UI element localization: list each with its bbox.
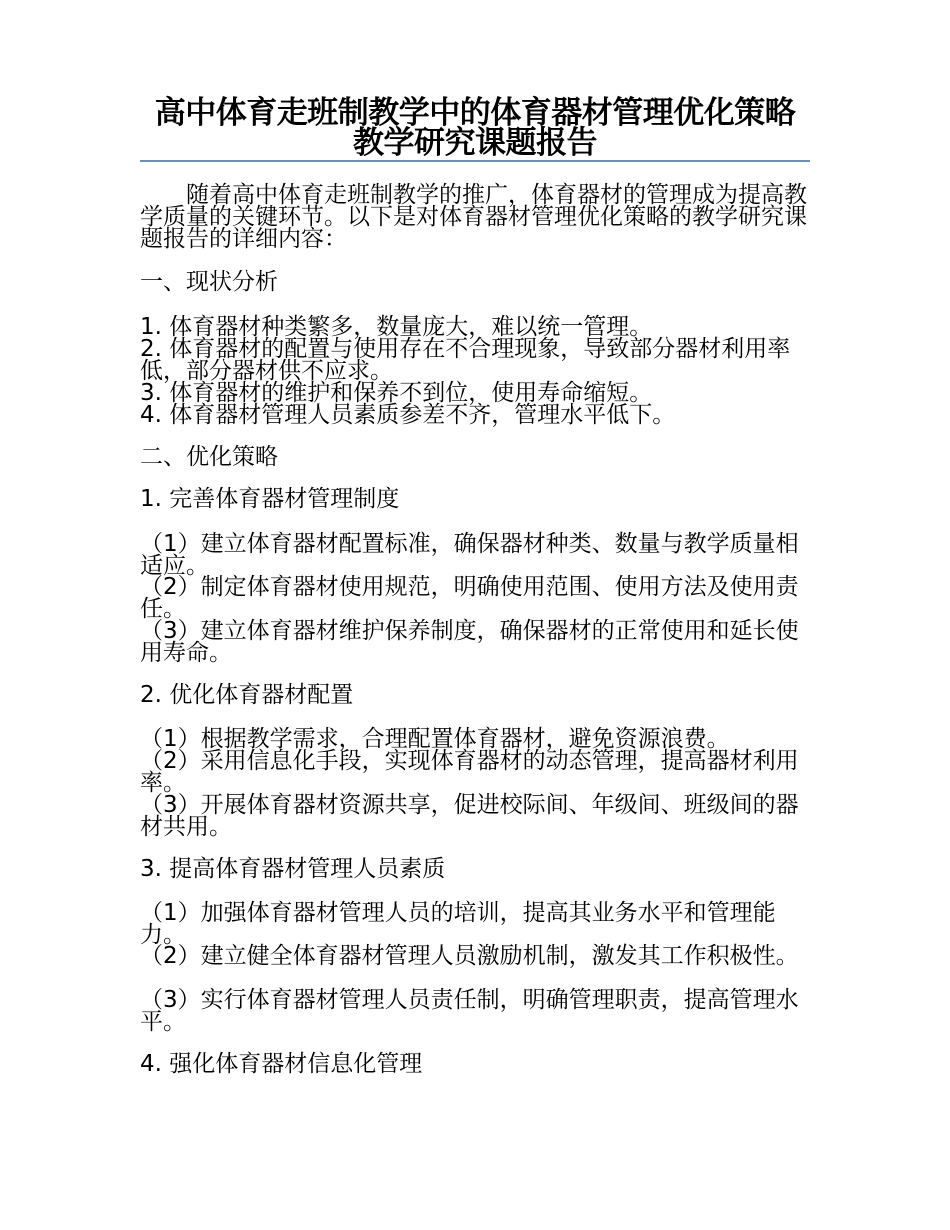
strategy-2-item-1: （1）根据教学需求，合理配置体育器材，避免资源浪费。 [140, 726, 730, 752]
strategy-2-item-3: （3）开展体育器材资源共享，促进校际间、年级间、班级间的器材共用。 [140, 792, 799, 840]
page-title: 高中体育走班制教学中的体育器材管理优化策略教学研究课题报告 [154, 95, 796, 161]
status-item-2: 2. 体育器材的配置与使用存在不合理现象，导致部分器材利用率低，部分器材供不应求。 [140, 336, 791, 384]
strategy-3-item-3: （3）实行体育器材管理人员责任制，明确管理职责，提高管理水平。 [140, 987, 799, 1035]
strategy-2-item-2: （2）采用信息化手段，实现体育器材的动态管理，提高器材利用率。 [140, 748, 799, 796]
strategy-heading-3: 3. 提高体育器材管理人员素质 [140, 856, 446, 882]
title-underline [140, 160, 810, 162]
strategy-1-item-3: （3）建立体育器材维护保养制度，确保器材的正常使用和延长使用寿命。 [140, 618, 799, 666]
status-item-3: 3. 体育器材的维护和保养不到位，使用寿命缩短。 [140, 380, 653, 406]
status-item-1: 1. 体育器材种类繁多，数量庞大，难以统一管理。 [140, 314, 653, 340]
intro-paragraph: 随着高中体育走班制教学的推广，体育器材的管理成为提高教学质量的关键环节。以下是对体育器材管理优化策略的教学研究课题报告的详细内容： [140, 182, 807, 252]
strategy-1-item-1: （1）建立体育器材配置标准，确保器材种类、数量与教学质量相适应。 [140, 531, 799, 579]
section-heading-strategy: 二、优化策略 [140, 444, 278, 470]
status-item-4: 4. 体育器材管理人员素质参差不齐，管理水平低下。 [140, 402, 676, 428]
strategy-3-item-2: （2）建立健全体育器材管理人员激励机制，激发其工作积极性。 [140, 943, 799, 969]
strategy-heading-1: 1. 完善体育器材管理制度 [140, 486, 400, 512]
strategy-3-item-1: （1）加强体育器材管理人员的培训，提高其业务水平和管理能力。 [140, 900, 776, 948]
strategy-heading-2: 2. 优化体育器材配置 [140, 682, 354, 708]
strategy-1-item-2: （2）制定体育器材使用规范，明确使用范围、使用方法及使用责任。 [140, 574, 799, 622]
section-heading-status: 一、现状分析 [140, 269, 278, 295]
strategy-heading-4: 4. 强化体育器材信息化管理 [140, 1051, 423, 1077]
